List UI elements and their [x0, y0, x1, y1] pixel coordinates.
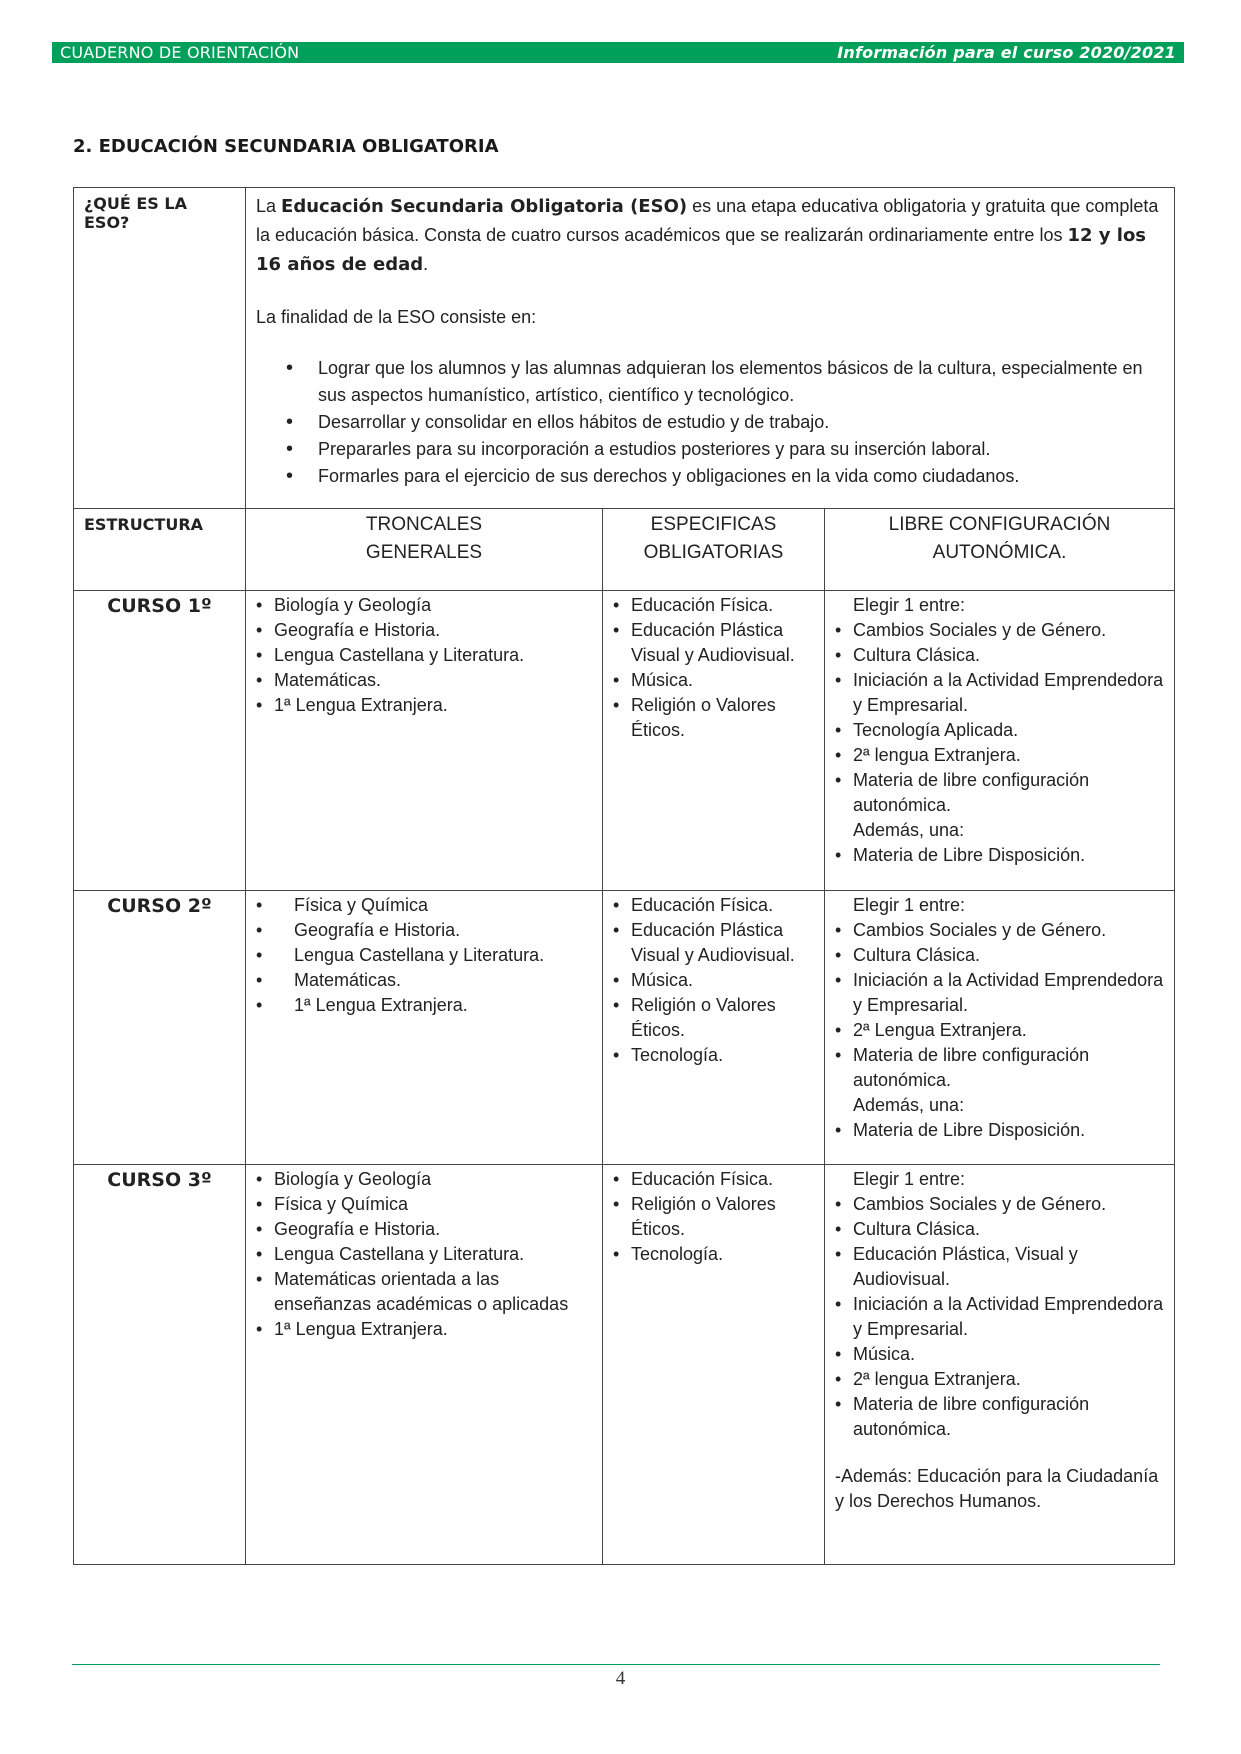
goals-list	[256, 355, 1164, 490]
subject-item: • 1ª Lengua Extranjera.	[256, 1317, 596, 1342]
libre-list	[825, 891, 1174, 1143]
course-label: CURSO 1º	[74, 591, 246, 891]
intro-bold-eso: Educación Secundaria Obligatoria (ESO)	[281, 196, 688, 217]
troncales-list	[246, 891, 602, 1018]
subject-item: • Lengua Castellana y Literatura.	[256, 943, 596, 968]
col-header-troncales-text: TRONCALES GENERALES	[365, 514, 483, 563]
col-header-libre-text: LIBRE CONFIGURACIÓN AUTONÓMICA.	[888, 514, 1111, 563]
subject-item: • Cultura Clásica.	[835, 943, 1168, 968]
subject-item: • Materia de libre configuración autonómica.	[835, 1043, 1168, 1093]
subject-item: Elegir 1 entre:	[853, 1169, 966, 1189]
subject-item: Elegir 1 entre:	[853, 895, 966, 915]
header-left-title: CUADERNO DE ORIENTACIÓN	[60, 43, 300, 62]
subject-item: • Educación Física.	[613, 593, 818, 618]
eso-table	[73, 187, 1175, 1565]
troncales-cell	[246, 591, 603, 891]
subject-item: • Tecnología.	[613, 1242, 818, 1267]
subject-item: • Física y Química	[256, 893, 596, 918]
subject-item: • Iniciación a la Actividad Emprendedora y Empresarial.	[835, 1292, 1168, 1342]
structure-row	[74, 509, 1175, 591]
subject-item: • Materia de Libre Disposición.	[835, 1118, 1168, 1143]
especificas-list	[603, 1165, 824, 1267]
especificas-cell	[603, 1165, 825, 1565]
subject-item: • 1ª Lengua Extranjera.	[256, 693, 596, 718]
subject-item: • 2ª lengua Extranjera.	[835, 743, 1168, 768]
subject-item: • Educación Plástica, Visual y Audiovisual.	[835, 1242, 1168, 1292]
subject-item: Además, una:	[853, 820, 965, 840]
subject-item: • Biología y Geología	[256, 593, 596, 618]
intro-text-e: .	[423, 254, 429, 274]
intro-text-c: es una etapa educativa obligatoria y gratuita que completa la educación básica. Consta de cuatro cursos académicos que se realizarán ordinariamente entre los	[256, 196, 1159, 245]
subject-item: • Música.	[613, 968, 818, 993]
goal-item: • Lograr que los alumnos y las alumnas adquieran los elementos básicos de la cultura, especialmente en sus aspectos humanístico, artístico, científico y tecnológico.	[286, 355, 1164, 409]
course-label: CURSO 2º	[74, 891, 246, 1165]
subject-item: • Cultura Clásica.	[835, 1217, 1168, 1242]
subject-item: • Iniciación a la Actividad Emprendedora y Empresarial.	[835, 968, 1168, 1018]
subject-item: Elegir 1 entre:	[853, 595, 966, 615]
subject-item: • Iniciación a la Actividad Emprendedora y Empresarial.	[835, 668, 1168, 718]
header-right-info: Información para el curso 2020/2021	[837, 43, 1176, 62]
libre-cell	[825, 891, 1175, 1165]
subject-item: • Cambios Sociales y de Género.	[835, 918, 1168, 943]
subject-item: • Geografía e Historia.	[256, 618, 596, 643]
subject-item: • Biología y Geología	[256, 1167, 596, 1192]
course-label: CURSO 3º	[74, 1165, 246, 1565]
intro-bold-ages: 12 y los 16 años de edad	[256, 225, 1147, 275]
subject-item: • Religión o Valores Éticos.	[613, 993, 818, 1043]
subject-item: • Música.	[613, 668, 818, 693]
subject-item: • Educación Plástica Visual y Audiovisual.	[613, 918, 818, 968]
subject-item: • Cultura Clásica.	[835, 643, 1168, 668]
col-header-especificas	[603, 509, 825, 591]
subject-item: • Educación Plástica Visual y Audiovisual.	[613, 618, 818, 668]
subject-item: Además, una:	[853, 1095, 965, 1115]
footer-line	[72, 1664, 1160, 1665]
libre-list	[825, 1165, 1174, 1442]
especificas-cell	[603, 891, 825, 1165]
subject-item: • Lengua Castellana y Literatura.	[256, 643, 596, 668]
subject-item: • Educación Física.	[613, 893, 818, 918]
subject-item: • Tecnología Aplicada.	[835, 718, 1168, 743]
subject-item: • Tecnología.	[613, 1043, 818, 1068]
subject-item: • Materia de Libre Disposición.	[835, 843, 1168, 868]
subject-item: • Música.	[835, 1342, 1168, 1367]
subject-item: • Cambios Sociales y de Género.	[835, 618, 1168, 643]
subject-item: • Geografía e Historia.	[256, 1217, 596, 1242]
libre-cell	[825, 591, 1175, 891]
page-number: 4	[615, 1668, 626, 1689]
course-row	[74, 591, 1175, 891]
structure-label: ESTRUCTURA	[74, 509, 246, 591]
goal-item: • Formarles para el ejercicio de sus derechos y obligaciones en la vida como ciudadanos.	[286, 463, 1164, 490]
subject-item: • Geografía e Historia.	[256, 918, 596, 943]
subject-item: • Educación Física.	[613, 1167, 818, 1192]
subject-item: • Religión o Valores Éticos.	[613, 1192, 818, 1242]
subject-item: • Matemáticas orientada a las enseñanzas académicas o aplicadas	[256, 1267, 596, 1317]
troncales-list	[246, 591, 602, 718]
subject-item: • Matemáticas.	[256, 968, 596, 993]
section-title: 2. EDUCACIÓN SECUNDARIA OBLIGATORIA	[73, 136, 499, 157]
course-row	[74, 1165, 1175, 1565]
troncales-list	[246, 1165, 602, 1342]
col-header-libre	[825, 509, 1175, 591]
intro-paragraph	[256, 192, 1164, 279]
extra-note: -Además: Educación para la Ciudadanía y los Derechos Humanos.	[835, 1466, 1159, 1511]
especificas-list	[603, 591, 824, 743]
especificas-list	[603, 891, 824, 1068]
intro-label: ¿QUÉ ES LA ESO?	[74, 188, 246, 509]
subject-item: • Matemáticas.	[256, 668, 596, 693]
subject-item: • 1ª Lengua Extranjera.	[256, 993, 596, 1018]
subject-item: • 2ª Lengua Extranjera.	[835, 1018, 1168, 1043]
subject-item: • Religión o Valores Éticos.	[613, 693, 818, 743]
col-header-especificas-text: ESPECIFICAS OBLIGATORIAS	[643, 514, 784, 563]
subject-item: • Materia de libre configuración autonómica.	[835, 768, 1168, 818]
subject-item: • Lengua Castellana y Literatura.	[256, 1242, 596, 1267]
libre-cell	[825, 1165, 1175, 1565]
subject-item: • Física y Química	[256, 1192, 596, 1217]
intro-text-a: La	[256, 196, 282, 216]
col-header-troncales	[246, 509, 603, 591]
troncales-cell	[246, 1165, 603, 1565]
goal-item: • Prepararles para su incorporación a estudios posteriores y para su inserción laboral.	[286, 436, 1164, 463]
libre-list	[825, 591, 1174, 868]
troncales-cell	[246, 891, 603, 1165]
finalidad-paragraph: La finalidad de la ESO consiste en:	[256, 307, 537, 327]
subject-item: • Cambios Sociales y de Género.	[835, 1192, 1168, 1217]
subject-item: • 2ª lengua Extranjera.	[835, 1367, 1168, 1392]
course-row	[74, 891, 1175, 1165]
intro-row	[74, 188, 1175, 509]
subject-item: • Materia de libre configuración autonómica.	[835, 1392, 1168, 1442]
header-bar	[52, 42, 1184, 63]
especificas-cell	[603, 591, 825, 891]
goal-item: • Desarrollar y consolidar en ellos hábitos de estudio y de trabajo.	[286, 409, 1164, 436]
intro-content	[246, 188, 1175, 509]
